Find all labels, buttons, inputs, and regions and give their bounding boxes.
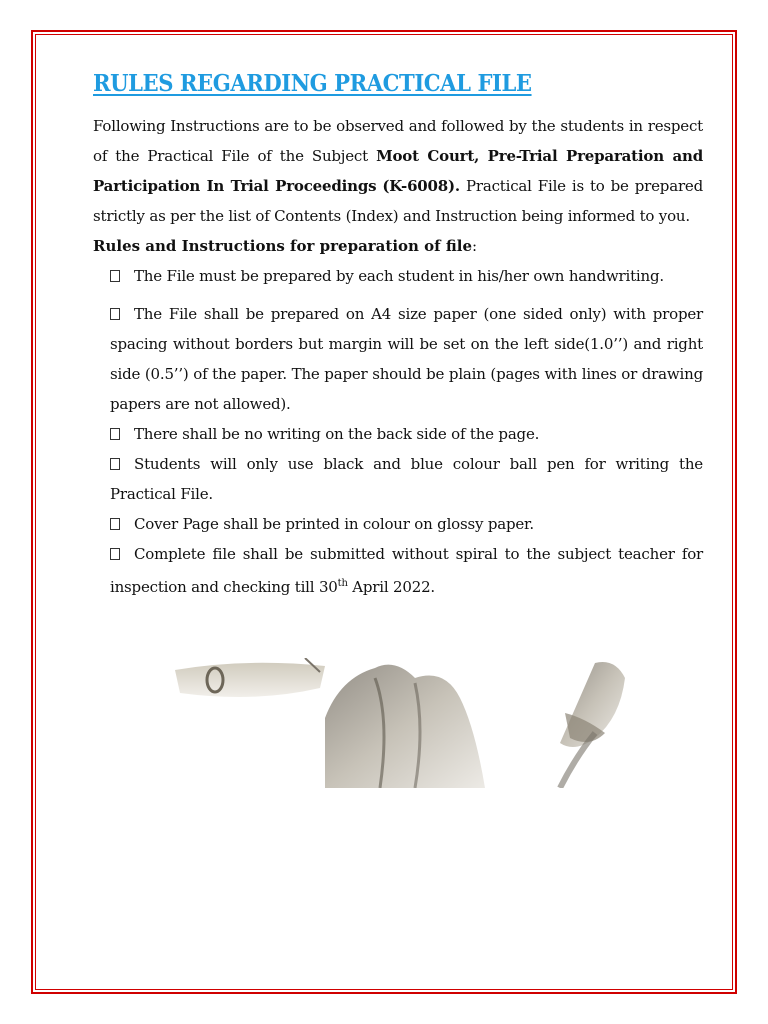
rule-text: Cover Page shall be printed in colour on glossy paper. — [134, 515, 534, 533]
rule-text: Complete file shall be submitted without spiral to the subject teacher for inspection and checking till 30 — [110, 545, 703, 596]
figure-robe-shape — [325, 665, 485, 788]
scale-pan-shape — [175, 658, 325, 697]
bullet-box-icon — [110, 518, 120, 530]
sword-hand-shape — [560, 662, 625, 788]
lady-justice-watermark-image — [175, 658, 655, 788]
rule-item — [93, 299, 703, 419]
bullet-box-icon — [110, 308, 120, 320]
intro-paragraph — [93, 111, 703, 231]
document-title: RULES REGARDING PRACTICAL FILE — [93, 70, 532, 97]
bullet-box-icon — [110, 458, 120, 470]
rule-item — [93, 261, 703, 291]
rule-item — [93, 509, 703, 539]
bullet-box-icon — [110, 548, 120, 560]
rule-text: There shall be no writing on the back side of the page. — [134, 425, 540, 443]
rule-text: The File shall be prepared on A4 size paper (one sided only) with proper spacing without borders but margin will be set on the left side(1.0’’) and right side (0.5’’) of the paper. The paper should be plain (pages with lines or drawing papers are not allowed). — [110, 305, 703, 413]
rule-item — [93, 539, 703, 602]
rule-text: The File must be prepared by each student in his/her own handwriting. — [134, 267, 664, 285]
bullet-box-icon — [110, 270, 120, 282]
rules-heading-colon: : — [472, 237, 478, 255]
rules-list — [93, 261, 703, 602]
intro-text-2: Practical File is to be prepared strictly as per the list of Contents (Index) and Instruction being informed to you. — [93, 177, 704, 225]
rule-text: Students will only use black and blue colour ball pen for writing the Practical File. — [110, 455, 703, 503]
subject-code: (K-6008). — [382, 177, 460, 195]
date-suffix: th — [337, 578, 348, 589]
bullet-box-icon — [110, 428, 120, 440]
rule-item — [93, 449, 703, 509]
rules-heading — [93, 231, 703, 261]
intro-text-1: Following Instructions are to be observed and followed by the students in respect of the Practical File of the Subject — [93, 117, 703, 165]
subject-name: Moot Court, Pre-Trial Preparation and Participation In Trial Proceedings — [93, 147, 703, 195]
rule-text-end: April 2022. — [347, 578, 435, 596]
rules-heading-text: Rules and Instructions for preparation of file — [93, 237, 472, 255]
document-body — [93, 70, 703, 602]
rule-item — [93, 419, 703, 449]
